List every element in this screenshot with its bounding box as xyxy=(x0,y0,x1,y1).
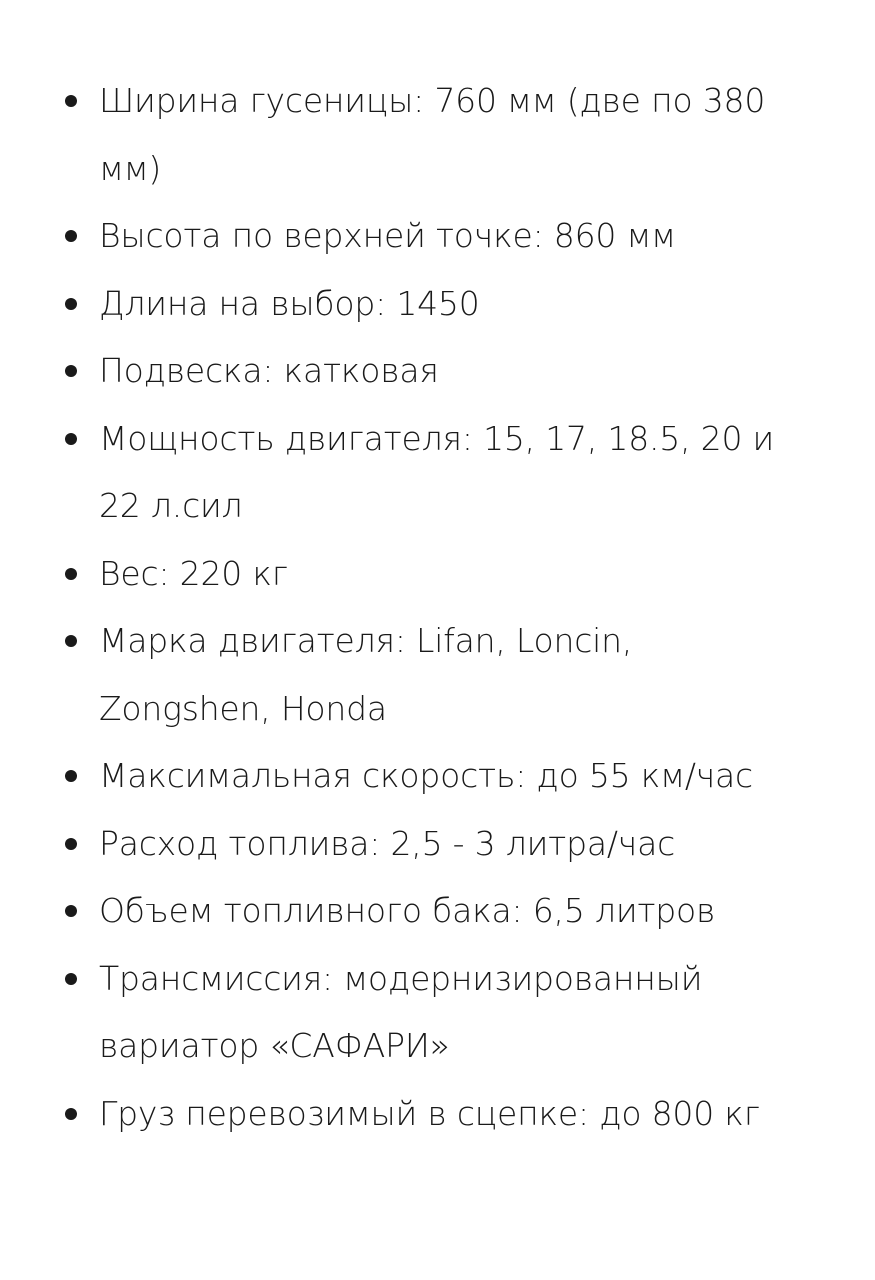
list-item xyxy=(0,270,875,338)
item-text: Подвеска: катковая xyxy=(99,351,439,390)
item-text: Марка двигателя: Lifan, Loncin, xyxy=(99,621,633,660)
item-text: 22 л.сил xyxy=(99,486,243,525)
bullet-icon xyxy=(65,973,77,985)
bullet-icon xyxy=(65,230,77,242)
list-item xyxy=(0,337,875,405)
item-text: Расход топлива: 2,5 - 3 литра/час xyxy=(99,823,676,863)
item-text: Вес: 220 кг xyxy=(99,553,288,593)
item-text: Максимальная скорость: до 55 км/час xyxy=(99,756,753,795)
list-item xyxy=(0,202,875,270)
item-text: Мощность двигателя: 15, 17, 18.5, 20 и xyxy=(99,418,775,458)
bullet-icon xyxy=(65,838,77,850)
bullet-icon xyxy=(65,365,77,377)
item-text: Zongshen, Honda xyxy=(99,688,387,728)
item-text: мм) xyxy=(99,148,162,188)
bullet-icon xyxy=(65,770,77,782)
item-text: вариатор «САФАРИ» xyxy=(99,1026,450,1065)
item-text: Ширина гусеницы: 760 мм (две по 380 xyxy=(99,81,766,120)
list-item xyxy=(0,810,875,878)
bullet-icon xyxy=(65,905,77,917)
item-text: Трансмиссия: модернизированный xyxy=(99,958,703,998)
list-item xyxy=(0,607,875,742)
list-item xyxy=(0,540,875,608)
list-item xyxy=(0,67,875,202)
bullet-icon xyxy=(65,568,77,580)
bullet-icon xyxy=(65,433,77,445)
item-text: Длина на выбор: 1450 xyxy=(99,283,480,323)
bullet-icon xyxy=(65,298,77,310)
list-item xyxy=(0,1080,875,1148)
list-item xyxy=(0,742,875,810)
list-item xyxy=(0,877,875,945)
bullet-icon xyxy=(65,635,77,647)
bullet-icon xyxy=(65,95,77,107)
item-text: Объем топливного бака: 6,5 литров xyxy=(99,891,716,930)
list-item xyxy=(0,405,875,540)
bullet-icon xyxy=(65,1108,77,1120)
item-text: Высота по верхней точке: 860 мм xyxy=(99,216,676,255)
list-item xyxy=(0,945,875,1080)
item-text: Груз перевозимый в сцепке: до 800 кг xyxy=(99,1093,760,1133)
